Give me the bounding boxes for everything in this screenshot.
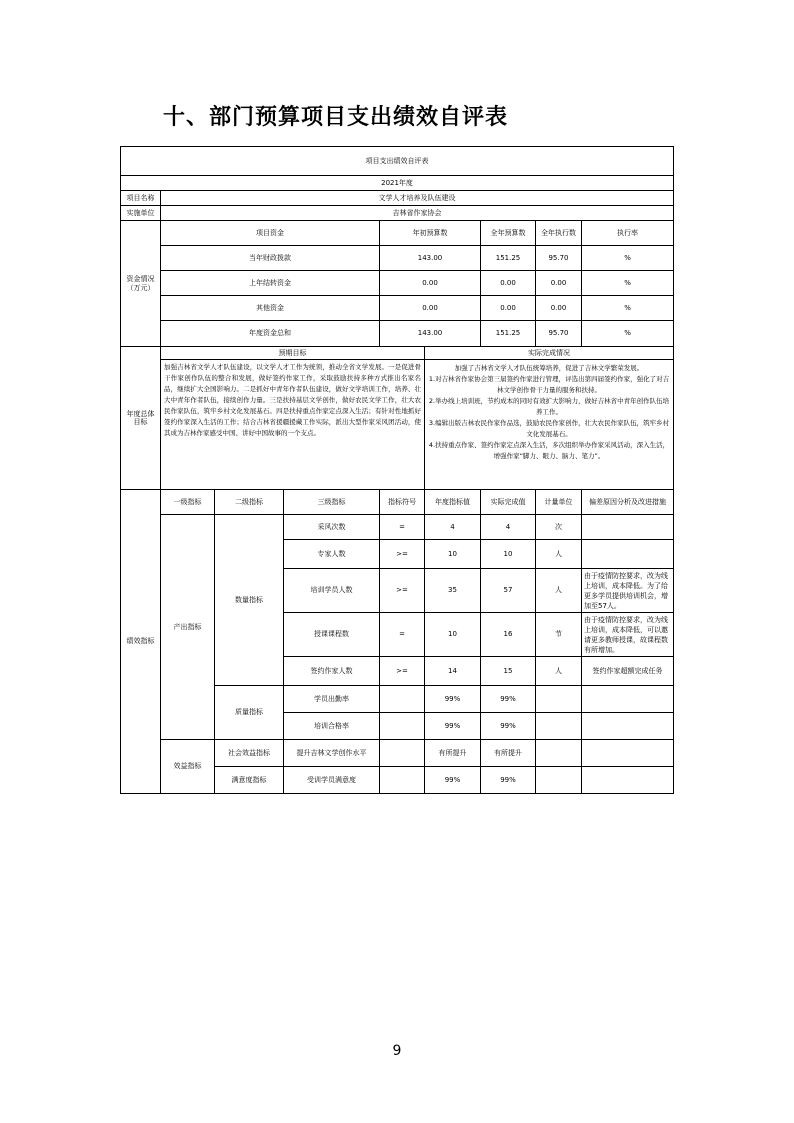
table-row — [121, 515, 674, 540]
indicator-actual: 有所提升 — [481, 740, 536, 767]
indicator-actual: 99% — [481, 767, 536, 794]
indicator-unit — [536, 713, 582, 740]
indicator-note — [582, 515, 674, 540]
funds-header: 年初预算数 — [380, 221, 481, 246]
indicator-name: 培训学员人数 — [284, 569, 380, 613]
perf-header: 二级指标 — [215, 490, 284, 515]
indicator-target: 10 — [425, 613, 481, 657]
funds-cell: 0.00 — [481, 271, 536, 296]
actual-result-line: 3.编辑出版吉林农民作家作品选，鼓励农民作家创作，壮大农民作家队伍，筑牢乡村文化发展基石。 — [428, 419, 670, 438]
indicator-name: 培训合格率 — [284, 713, 380, 740]
project-name-value: 文学人才培养及队伍建设 — [161, 191, 674, 206]
indicator-symbol — [380, 740, 425, 767]
indicator-target: 有所提升 — [425, 740, 481, 767]
indicator-target: 35 — [425, 569, 481, 613]
level2-social: 社会效益指标 — [215, 740, 284, 767]
funds-section-label: 资金情况 （万元） — [121, 221, 161, 347]
indicator-name: 受训学员满意度 — [284, 767, 380, 794]
indicator-actual: 16 — [481, 613, 536, 657]
unit-label: 实施单位 — [121, 206, 161, 221]
perf-header: 计量单位 — [536, 490, 582, 515]
funds-cell: 151.25 — [481, 246, 536, 271]
funds-cell: 当年财政拨款 — [161, 246, 380, 271]
funds-cell: 95.70 — [536, 321, 582, 347]
perf-header: 年度指标值 — [425, 490, 481, 515]
indicator-note: 由于疫情防控要求，改为线上培训，成本降低。为了给更多学员提供培训机会，增加至57人。 — [582, 569, 674, 613]
indicator-target: 99% — [425, 686, 481, 713]
funds-row — [121, 271, 674, 296]
funds-cell: 上年结转资金 — [161, 271, 380, 296]
funds-header: 全年执行数 — [536, 221, 582, 246]
perf-header: 偏差原因分析及改进措施 — [582, 490, 674, 515]
indicator-name: 学员出勤率 — [284, 686, 380, 713]
indicator-target: 4 — [425, 515, 481, 540]
indicator-note — [582, 686, 674, 713]
funds-cell: 95.70 — [536, 246, 582, 271]
indicator-symbol: = — [380, 613, 425, 657]
indicator-actual: 99% — [481, 713, 536, 740]
indicator-unit — [536, 767, 582, 794]
level1-output: 产出指标 — [161, 515, 215, 740]
indicator-unit: 人 — [536, 569, 582, 613]
expected-goal-header: 预期目标 — [161, 347, 425, 360]
year-cell: 2021年度 — [121, 176, 674, 191]
actual-result-line: 2.举办线上培训班，节约成本的同时有效扩大影响力，做好吉林省中青年创作队伍培养工作。 — [428, 397, 670, 416]
funds-cell: 0.00 — [536, 271, 582, 296]
funds-cell: 年度资金总和 — [161, 321, 380, 347]
expected-goal-text: 加强吉林省文学人才队伍建设，以文学人才工作为统领，推动全省文学发展。一是促进骨干作家创作队伍的整合和发展，做好签约作家工作，采取鼓励扶持多种方式推出名家名品，继续扩大全国影响力。二是抓好中青年作者队伍建设，做好文学培训工作，培养、壮大中青年作者队伍，接续创作力量。三是扶持基层文学创作，做好农民文学工作，壮大农民作家队伍，筑牢乡村文化发展基石。四是扶持重点作家定点深入生活；有针对性地抓好签约作家深入生活的工作；结合吉林省援疆援藏工作实际，派出大型作家采风团活动，使其成为吉林作家感受中国、讲好中国故事的一个支点。 — [161, 360, 425, 490]
indicator-symbol: >= — [380, 657, 425, 686]
indicator-actual: 10 — [481, 540, 536, 569]
funds-cell: 143.00 — [380, 246, 481, 271]
indicator-actual: 15 — [481, 657, 536, 686]
indicator-symbol: = — [380, 515, 425, 540]
funds-cell: 0.00 — [536, 296, 582, 321]
indicator-note: 签约作家超额完成任务 — [582, 657, 674, 686]
table-title: 项目支出绩效自评表 — [121, 147, 674, 176]
funds-cell: % — [582, 271, 674, 296]
funds-cell: 143.00 — [380, 321, 481, 347]
indicator-name: 签约作家人数 — [284, 657, 380, 686]
funds-cell: 其他资金 — [161, 296, 380, 321]
funds-cell: 0.00 — [380, 296, 481, 321]
funds-cell: % — [582, 296, 674, 321]
indicator-actual: 99% — [481, 686, 536, 713]
indicator-unit — [536, 740, 582, 767]
indicator-unit: 人 — [536, 657, 582, 686]
funds-row — [121, 296, 674, 321]
indicator-unit — [536, 686, 582, 713]
indicator-note: 由于疫情防控要求，改为线上培训，成本降低，可以邀请更多教师授课，故课程数有所增加。 — [582, 613, 674, 657]
level2-quantity: 数量指标 — [215, 515, 284, 686]
funds-cell: 151.25 — [481, 321, 536, 347]
indicator-actual: 4 — [481, 515, 536, 540]
perf-header: 一级指标 — [161, 490, 215, 515]
table-row — [121, 740, 674, 767]
indicator-name: 提升吉林文学创作水平 — [284, 740, 380, 767]
perf-header: 三级指标 — [284, 490, 380, 515]
indicator-symbol — [380, 767, 425, 794]
actual-result-line: 4.扶持重点作家、签约作家定点深入生活，多次组织举办作家采风活动，深入生活，增强作家“脚力、眼力、脑力、笔力”。 — [428, 441, 670, 460]
page-number: 9 — [392, 1043, 402, 1059]
indicator-symbol — [380, 686, 425, 713]
indicator-actual: 57 — [481, 569, 536, 613]
funds-cell: % — [582, 246, 674, 271]
indicator-unit: 人 — [536, 540, 582, 569]
page-heading: 十、部门预算项目支出绩效自评表 — [163, 105, 509, 130]
level2-quality: 质量指标 — [215, 686, 284, 740]
perf-header: 实际完成值 — [481, 490, 536, 515]
funds-row — [121, 321, 674, 347]
indicator-note — [582, 713, 674, 740]
funds-cell: 0.00 — [380, 271, 481, 296]
actual-result-text — [425, 360, 674, 490]
indicator-target: 99% — [425, 713, 481, 740]
indicator-note — [582, 767, 674, 794]
actual-result-header: 实际完成情况 — [425, 347, 674, 360]
funds-cell: % — [582, 321, 674, 347]
indicator-symbol — [380, 713, 425, 740]
actual-result-line: 加强了吉林省文学人才队伍统筹培养，促进了吉林文学繁荣发展。 — [454, 364, 644, 372]
level2-satisfaction: 满意度指标 — [215, 767, 284, 794]
funds-header: 全年预算数 — [481, 221, 536, 246]
indicator-unit: 节 — [536, 613, 582, 657]
indicator-symbol: >= — [380, 540, 425, 569]
funds-header: 执行率 — [582, 221, 674, 246]
indicator-name: 专家人数 — [284, 540, 380, 569]
indicator-target: 14 — [425, 657, 481, 686]
indicator-note — [582, 540, 674, 569]
level1-benefit: 效益指标 — [161, 740, 215, 794]
actual-result-line: 1.对吉林省作家协会第三届签约作家进行管理，评选出第四届签约作家，强化了对吉林文学创作骨干力量的服务和扶持。 — [428, 375, 670, 394]
indicator-name: 采风次数 — [284, 515, 380, 540]
indicator-target: 99% — [425, 767, 481, 794]
indicator-note — [582, 740, 674, 767]
indicator-unit: 次 — [536, 515, 582, 540]
goals-section-label: 年度总体 目标 — [121, 347, 161, 490]
performance-section-label: 绩效指标 — [121, 490, 161, 794]
indicator-name: 授课课程数 — [284, 613, 380, 657]
funds-row — [121, 246, 674, 271]
unit-value: 吉林省作家协会 — [161, 206, 674, 221]
performance-evaluation-table — [120, 146, 674, 794]
project-name-label: 项目名称 — [121, 191, 161, 206]
perf-header: 指标符号 — [380, 490, 425, 515]
indicator-symbol: >= — [380, 569, 425, 613]
funds-header: 项目资金 — [161, 221, 380, 246]
funds-cell: 0.00 — [481, 296, 536, 321]
indicator-target: 10 — [425, 540, 481, 569]
